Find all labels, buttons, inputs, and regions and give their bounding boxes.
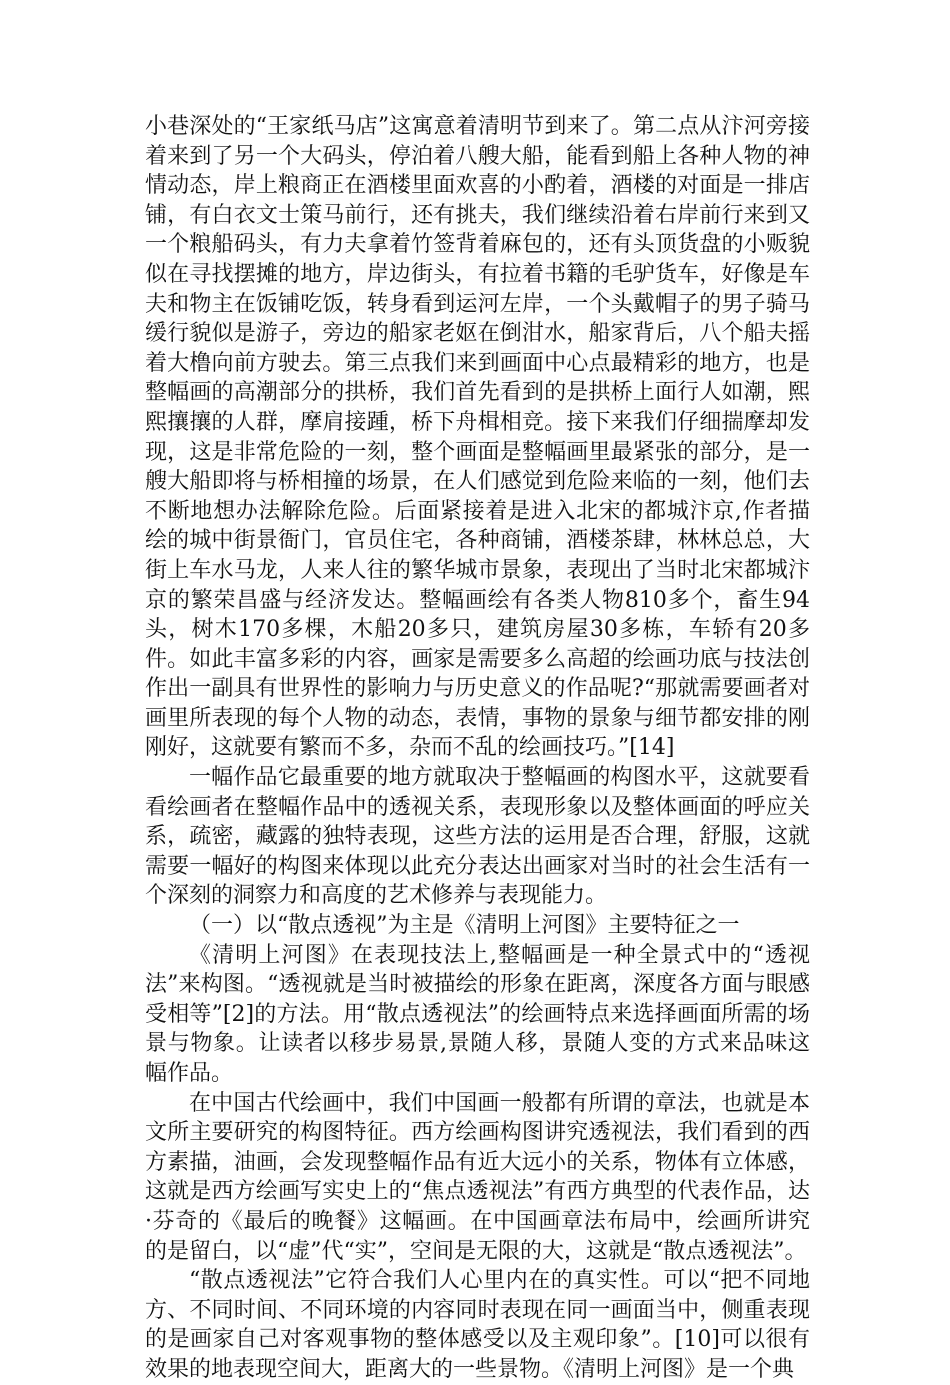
paragraph-5: “散点透视法”它符合我们人心里内在的真实性。可以“把不同地方、不同时间、不同环境的内容同时表现在同一画面当中，侧重表现的是画家自己对客观事物的整体感受以及主观印象”。[10]可以很有效果的地表现空间大，距离大的一些景物。《清明上河图》是一个典 (145, 1268, 810, 1382)
paragraph-1: 小巷深处的“王家纸马店”这寓意着清明节到来了。第二点从汴河旁接着来到了另一个大码头，停泊着八艘大船，能看到船上各种人物的神情动态，岸上粮商正在酒楼里面欢喜的小酌着，酒楼的对面是一排店铺，有白衣文士策马前行，还有挑夫，我们继续沿着右岸前行来到又一个粮船码头，有力夫拿着竹签背着麻包的，还有头顶货盘的小贩貌似在寻找摆摊的地方，岸边街头，有拉着书籍的毛驴货车，好像是车夫和物主在饭铺吃饭，转身看到运河左岸，一个头戴帽子的男子骑马缓行貌似是游子，旁边的船家老妪在倒泔水，船家背后，八个船夫摇着大橹向前方驶去。第三点我们来到画面中心点最精彩的地方，也是整幅画的高潮部分的拱桥，我们首先看到的是拱桥上面行人如潮，熙熙攘攘的人群，摩肩接踵，桥下舟楫相竞。接下来我们仔细揣摩却发现，这是非常危险的一刻，整个画面是整幅画里最紧张的部分，是一艘大船即将与桥相撞的场景，在人们感觉到危险来临的一刻，他们去不断地想办法解除危险。后面紧接着是进入北宋的都城汴京,作者描绘的城中街景衙门，官员住宅，各种商铺，酒楼茶肆，林林总总，大街上车水马龙，人来人往的繁华城市景象，表现出了当时北宋都城汴京的繁荣昌盛与经济发达。整幅画绘有各类人物810多个，畜生94头，树木170多棵，木船20多只，建筑房屋30多栋，车轿有20多件。如此丰富多彩的内容，画家是需要多么高超的绘画功底与技法创作出一副具有世界性的影响力与历史意义的作品呢?“那就需要画者对画里所表现的每个人物的动态，表情，事物的景象与细节都安排的刚刚好，这就要有繁而不多，杂而不乱的绘画技巧。”[14] (145, 114, 810, 761)
paragraph-3: 《清明上河图》在表现技法上,整幅画是一种全景式中的“透视法”来构图。“透视就是当时被描绘的形象在距离，深度各方面与眼感受相等”[2]的方法。用“散点透视法”的绘画特点来选择画面所需的场景与物象。让读者以移步易景,景随人移，景随人变的方式来品味这幅作品。 (145, 942, 810, 1086)
section-heading: （一）以“散点透视”为主是《清明上河图》主要特征之一 (189, 913, 740, 939)
body-text (145, 112, 810, 1385)
paragraph-2: 一幅作品它最重要的地方就取决于整幅画的构图水平，这就要看看绘画者在整幅作品中的透视关系，表现形象以及整体画面的呼应关系，疏密，藏露的独特表现，这些方法的运用是否合理，舒服，这就需要一幅好的构图来体现以此充分表达出画家对当时的社会生活有一个深刻的洞察力和高度的艺术修养与表现能力。 (145, 765, 810, 909)
paragraph-4: 在中国古代绘画中，我们中国画一般都有所谓的章法，也就是本文所主要研究的构图特征。西方绘画构图讲究透视法，我们看到的西方素描，油画，会发现整幅作品有近大远小的关系，物体有立体感，这就是西方绘画写实史上的“焦点透视法”有西方典型的代表作品，达·芬奇的《最后的晚餐》这幅画。在中国画章法布局中，绘画所讲究的是留白，以“虚”代“实”，空间是无限的大，这就是“散点透视法”。 (145, 1090, 810, 1264)
